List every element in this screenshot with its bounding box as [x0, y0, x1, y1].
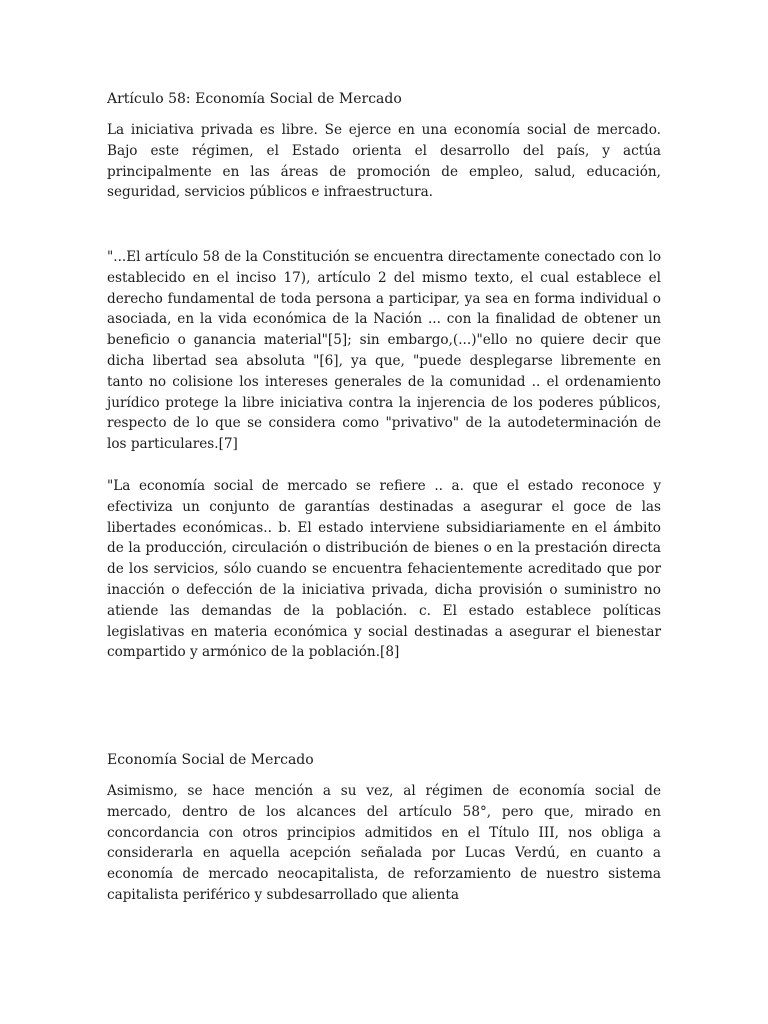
social-market-economy-definition-paragraph: "La economía social de mercado se refiere .. a. que el estado reconoce y efectiviza un conjunto de garantías destinadas a asegurar el goce de las libertades económicas.. b. El estado interviene subsidiariamente en el ámbito de la producción, circulación o distribución de bienes o en la prestación directa de los servicios, sólo cuando se encuentra fehacientemente acreditado que por inacción o defección de la iniciativa privada, dicha provisión o suministro no atiende las demandas de la población. c. El estado establece políticas legislativas en materia económica y social destinadas a asegurar el bienestar compartido y armónico de la población.[8]	[107, 478, 661, 661]
section-heading-social-market-economy: Economía Social de Mercado	[107, 752, 314, 768]
article-58-text-paragraph: La iniciativa privada es libre. Se ejerce en una economía social de mercado. Bajo este régimen, el Estado orienta el desarrollo del país, y actúa principalmente en las áreas de promoción de empleo, salud, educación, seguridad, servicios públicos e infraestructura.	[107, 122, 661, 201]
section-heading-article-58: Artículo 58: Economía Social de Mercado	[107, 91, 402, 107]
social-market-economy-analysis-paragraph: Asimismo, se hace mención a su vez, al régimen de economía social de mercado, dentro de los alcances del artículo 58°, pero que, mirado en concordancia con otros principios admitidos en el Título III, nos obliga a considerarla en aquella acepción señalada por Lucas Verdú, en cuanto a economía de mercado neocapitalista, de reforzamiento de nuestro sistema capitalista periférico y subdesarrollado que alienta	[107, 783, 661, 903]
constitutional-commentary-paragraph: "...El artículo 58 de la Constitución se encuentra directamente conectado con lo establecido en el inciso 17), artículo 2 del mismo texto, el cual establece el derecho fundamental de toda persona a participar, ya sea en forma individual o asociada, en la vida económica de la Nación ... con la finalidad de obtener un beneficio o ganancia material"[5]; sin embargo,(...)"ello no quiere decir que dicha libertad sea absoluta "[6], ya que, "puede desplegarse libremente en tanto no colisione los intereses generales de la comunidad .. el ordenamiento jurídico protege la libre iniciativa contra la injerencia de los poderes públicos, respecto de lo que se considera como "privativo" de la autodeterminación de los particulares.[7]	[107, 249, 661, 453]
